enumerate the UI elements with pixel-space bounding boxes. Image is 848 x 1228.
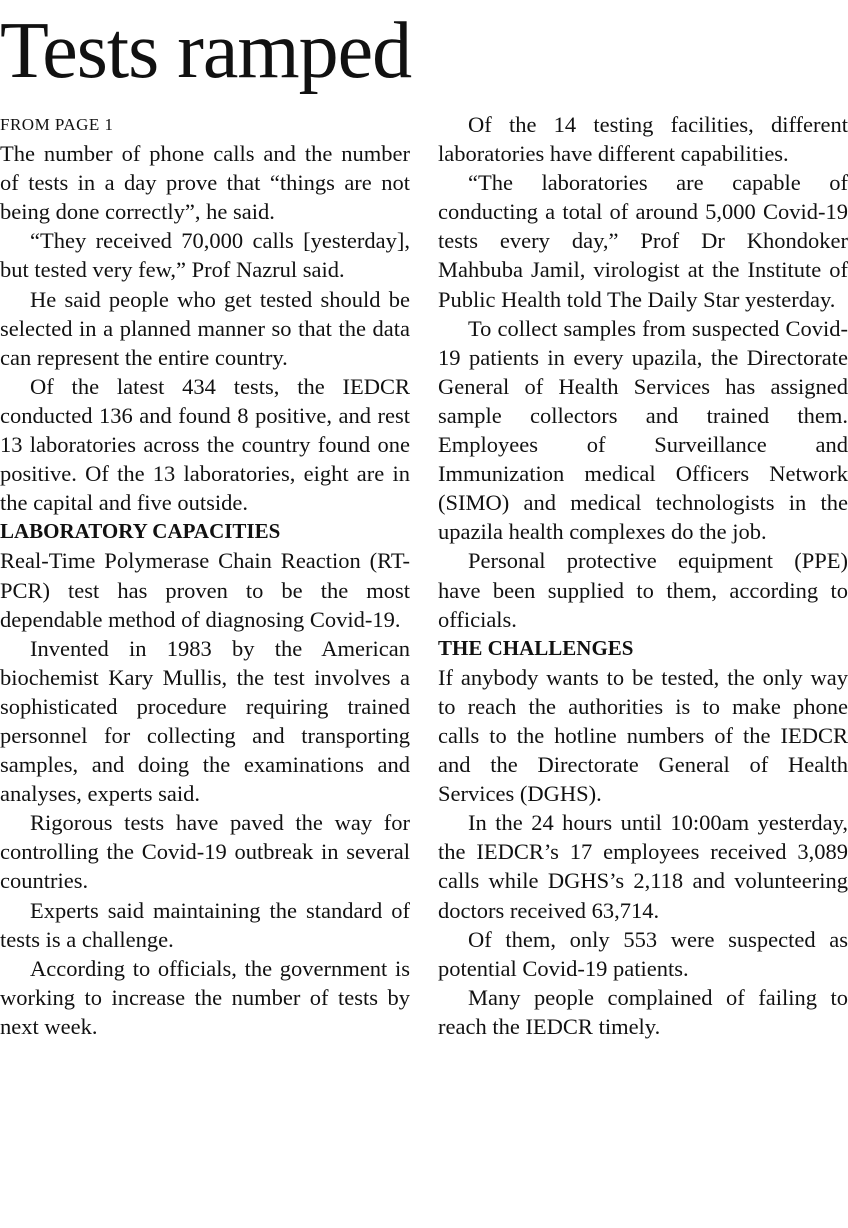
- paragraph: “They received 70,000 calls [yesterday], but tested very few,” Prof Nazrul said.: [0, 228, 410, 283]
- subhead-the-challenges: THE CHALLENGES: [438, 635, 634, 660]
- paragraph: If anybody wants to be tested, the only way to reach the authorities is to make phone calls to the hotline numbers of the IEDCR and the Directorate General of Health Services (DGHS).: [438, 664, 848, 807]
- paragraph: Personal protective equipment (PPE) have been supplied to them, according to officials.: [438, 548, 848, 632]
- paragraph: Invented in 1983 by the American biochemist Kary Mullis, the test involves a sophisticated procedure requiring trained personnel for collecting and transporting samples, and doing the examinations and analyses, experts said.: [0, 635, 410, 807]
- paragraph: Many people complained of failing to reach the IEDCR timely.: [438, 984, 848, 1039]
- left-column: [0, 110, 410, 1041]
- paragraph: Of them, only 553 were suspected as potential Covid-19 patients.: [438, 926, 848, 981]
- paragraph: He said people who get tested should be selected in a planned manner so that the data can represent the entire country.: [0, 286, 410, 370]
- paragraph: Real-Time Polymerase Chain Reaction (RT-PCR) test has proven to be the most dependable method of diagnosing Covid-19.: [0, 548, 410, 632]
- paragraph: Experts said maintaining the standard of tests is a challenge.: [0, 897, 410, 952]
- paragraph: In the 24 hours until 10:00am yesterday, the IEDCR’s 17 employees received 3,089 calls while DGHS’s 2,118 and volunteering doctors received 63,714.: [438, 810, 848, 923]
- paragraph: To collect samples from suspected Covid-19 patients in every upazila, the Directorate General of Health Services has assigned sample collectors and trained them. Employees of Surveillance and Immunization medical Officers Network (SIMO) and medical technologists in the upazila health complexes do the job.: [438, 315, 848, 545]
- right-column: [438, 110, 848, 1041]
- headline: Tests ramped: [0, 7, 412, 95]
- paragraph: Rigorous tests have paved the way for controlling the Covid-19 outbreak in several countries.: [0, 810, 410, 894]
- paragraph: “The laboratories are capable of conducting a total of around 5,000 Covid-19 tests every day,” Prof Dr Khondoker Mahbuba Jamil, virologist at the Institute of Public Health told The Daily Star yesterday.: [438, 170, 848, 312]
- subhead-laboratory-capacities: LABORATORY CAPACITIES: [0, 519, 281, 544]
- paragraph: According to officials, the government is working to increase the number of tests by next week.: [0, 955, 410, 1039]
- jump-line: FROM PAGE 1: [0, 115, 114, 134]
- paragraph: Of the 14 testing facilities, different laboratories have different capabilities.: [438, 112, 848, 167]
- paragraph: Of the latest 434 tests, the IEDCR conducted 136 and found 8 positive, and rest 13 laboratories across the country found one positive. Of the 13 laboratories, eight are in the capital and five outside.: [0, 373, 410, 516]
- paragraph: The number of phone calls and the number of tests in a day prove that “things are not being done correctly”, he said.: [0, 141, 410, 225]
